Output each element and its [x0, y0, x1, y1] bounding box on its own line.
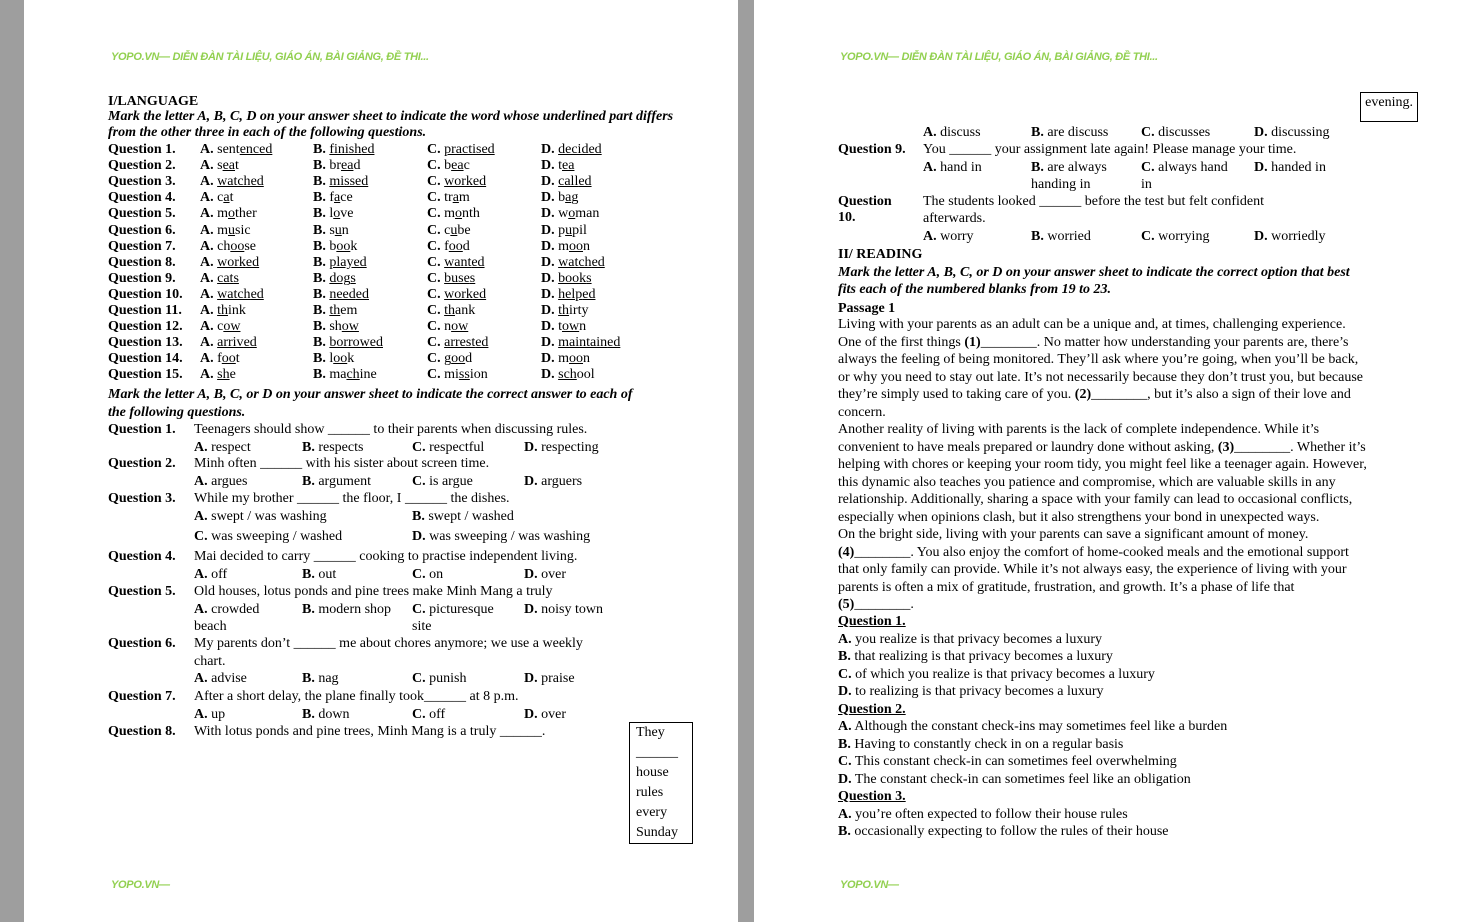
- question-label: Question 4.: [108, 190, 176, 206]
- question-text: Mai decided to carry ______ cooking to practise independent living.: [194, 549, 578, 564]
- option: C. tram: [427, 190, 470, 206]
- question-label: Question 6.: [108, 222, 176, 238]
- option: B. modern shop: [302, 601, 392, 617]
- section-title: II/ READING: [838, 247, 923, 262]
- option: B. sun: [313, 222, 349, 238]
- option: C. worked: [427, 174, 487, 190]
- option: B. out: [302, 566, 337, 582]
- option: A. seat: [200, 158, 239, 174]
- question-text: Old houses, lotus ponds and pine trees make Minh Mang a truly: [194, 584, 553, 599]
- passage-title: Passage 1: [838, 301, 896, 316]
- passage-line: (5)________.: [838, 597, 914, 612]
- passage-line: always the feeling of being monitored. They’ll ask where you’re going, when you’ll be back,: [838, 352, 1359, 367]
- question-label: Question 3.: [108, 174, 176, 190]
- question-label: Question 13.: [108, 335, 183, 351]
- option: D. discussing: [1254, 125, 1330, 140]
- option: C. arrested: [427, 335, 489, 351]
- question-label: Question 4.: [108, 549, 176, 564]
- passage-line: convenient to have meals prepared or laundry done without asking, (3)________. Whether it’s: [838, 439, 1366, 455]
- question-label: Question 5.: [108, 584, 176, 599]
- instruction-line: Mark the letter A, B, C, or D on your answer sheet to indicate the correct answer to each of: [108, 387, 633, 402]
- option: D. woman: [541, 206, 600, 222]
- question-label: Question 14.: [108, 351, 183, 367]
- option: B. book: [313, 238, 358, 254]
- option: C. discusses: [1141, 125, 1211, 140]
- question-label: Question 1.: [108, 142, 176, 157]
- passage-line: helping with chores or keeping your room tidy, you might feel like a teenager again. However,: [838, 457, 1367, 472]
- option: A. arrived: [200, 335, 257, 351]
- option: D. over: [524, 566, 567, 582]
- text-box-line: every: [636, 805, 668, 820]
- option: A. sentenced: [200, 142, 273, 157]
- option: C. was sweeping / washed: [194, 528, 343, 544]
- question-label: Question 2.: [108, 158, 176, 174]
- option: D. thirty: [541, 303, 589, 318]
- option: B. machine: [313, 367, 377, 383]
- option: B. swept / washed: [412, 508, 514, 524]
- option: C. worked: [427, 286, 487, 302]
- option: D. pupil: [541, 222, 587, 238]
- passage-line: relationship. Additionally, sharing a space with your family can lead to occasional conflicts,: [838, 492, 1353, 507]
- option: D. handed in: [1254, 160, 1326, 175]
- option-cont: in: [1141, 177, 1152, 192]
- option: A. watched: [200, 286, 264, 302]
- option: C. This constant check-in can sometimes feel overwhelming: [838, 754, 1177, 769]
- option: D. moon: [541, 238, 591, 254]
- question-label: Question 5.: [108, 206, 176, 222]
- option: D. was sweeping / was washing: [412, 528, 591, 544]
- option: A. choose: [200, 238, 257, 254]
- option: C. practised: [427, 142, 495, 157]
- option: C. respectful: [412, 439, 485, 455]
- option: C. good: [427, 351, 473, 367]
- option: C. cube: [427, 222, 471, 238]
- option: B. bread: [313, 158, 361, 174]
- question-text: chart.: [194, 653, 226, 669]
- option: C. food: [427, 238, 470, 254]
- text-box-line: ______: [636, 745, 678, 760]
- option: A. you realize is that privacy becomes a luxury: [838, 631, 1102, 647]
- passage-line: parents is often a mix of gratitude, frustration, and growth. It’s a phase of life that: [838, 579, 1295, 595]
- option: B. show: [313, 319, 359, 335]
- question-label: Question 15.: [108, 367, 183, 383]
- option: B. them: [313, 303, 358, 318]
- text-box: [629, 722, 693, 844]
- instruction-line: Mark the letter A, B, C, D on your answer sheet to indicate the word whose underlined part differs: [108, 109, 674, 124]
- option: B. worried: [1031, 229, 1091, 244]
- option: D. to realizing is that privacy becomes a luxury: [838, 684, 1104, 699]
- passage-line: Living with your parents as an adult can be a unique and, at times, challenging experience.: [838, 317, 1346, 332]
- option: D. watched: [541, 254, 605, 270]
- option: A. advise: [194, 671, 247, 686]
- question-text: After a short delay, the plane finally took______ at 8 p.m.: [194, 689, 519, 704]
- option: D. helped: [541, 286, 596, 302]
- instruction-line: from the other three in each of the following questions.: [108, 125, 427, 140]
- option: B. respects: [302, 439, 364, 455]
- page-footer: YOPO.VN—: [840, 879, 899, 891]
- option: A. think: [200, 303, 246, 318]
- option: D. The constant check-in can sometimes feel like an obligation: [838, 771, 1191, 787]
- document-page-left: [24, 0, 738, 922]
- option: D. books: [541, 270, 592, 286]
- option: B. missed: [313, 174, 369, 190]
- option: A. hand in: [923, 160, 982, 175]
- option: A. watched: [200, 174, 264, 190]
- option: B. Having to constantly check in on a regular basis: [838, 736, 1124, 752]
- question-label: Question 11.: [108, 303, 182, 318]
- option: A. respect: [194, 439, 251, 455]
- option: B. argument: [302, 473, 371, 489]
- passage-line: that only family can provide. While it’s not always easy, the experience of living with your: [838, 562, 1347, 577]
- option: D. called: [541, 174, 592, 190]
- option: A. Although the constant check-ins may sometimes feel like a burden: [838, 719, 1228, 734]
- passage-line: Another reality of living with parents is the lack of complete independence. While it’s: [838, 422, 1320, 437]
- option-cont: handing in: [1031, 177, 1091, 192]
- option: A. she: [200, 367, 236, 383]
- question-label: Question 9.: [108, 270, 176, 286]
- option: C. beac: [427, 158, 470, 174]
- option: A. worked: [200, 254, 260, 270]
- option: B. needed: [313, 286, 369, 302]
- option: A. cat: [200, 190, 234, 206]
- option: A. argues: [194, 473, 248, 489]
- option: B. finished: [313, 142, 375, 157]
- text-box-line: They: [636, 725, 665, 740]
- instruction-line: fits each of the numbered blanks from 19 to 23.: [838, 282, 1112, 297]
- option: B. down: [302, 706, 350, 722]
- question-label: Question 8.: [108, 724, 176, 739]
- question-title: Question 1.: [838, 614, 906, 629]
- option: D. decided: [541, 142, 602, 157]
- question-label: Question 2.: [108, 456, 176, 471]
- option: C. month: [427, 206, 480, 222]
- text-box-line: house: [636, 765, 669, 780]
- passage-line: they’re simply used to taking care of you. (2)________, but it’s also a sign of their love and: [838, 387, 1351, 402]
- question-label: Question 10.: [108, 286, 183, 302]
- option: C. now: [427, 319, 469, 335]
- instruction-line: Mark the letter A, B, C, or D on your answer sheet to indicate the correct option that best: [838, 265, 1350, 280]
- text-box: evening.: [1360, 92, 1418, 122]
- option: C. picturesque: [412, 601, 494, 617]
- question-text: With lotus ponds and pine trees, Minh Mang is a truly ______.: [194, 724, 546, 739]
- text-box-line: rules: [636, 785, 664, 800]
- option: D. noisy town: [524, 601, 603, 617]
- option: A. you’re often expected to follow their house rules: [838, 806, 1128, 822]
- option: D. praise: [524, 671, 575, 686]
- passage-line: concern.: [838, 404, 886, 420]
- question-label: Question 6.: [108, 636, 176, 651]
- passage-line: One of the first things (1)________. No matter how understanding your parents are, there’s: [838, 334, 1349, 350]
- passage-line: this dynamic also teaches you patience and compromise, which are valuable skills in any: [838, 474, 1336, 490]
- option: C. worrying: [1141, 229, 1210, 244]
- question-text: While my brother ______ the floor, I ______ the dishes.: [194, 491, 510, 506]
- question-label: Question 7.: [108, 238, 176, 254]
- option: B. occasionally expecting to follow the rules of their house: [838, 824, 1169, 839]
- option: B. love: [313, 206, 354, 222]
- option: D. worriedly: [1254, 229, 1326, 244]
- question-text: Minh often ______ with his sister about screen time.: [194, 456, 490, 471]
- option: D. over: [524, 706, 567, 722]
- option: B. look: [313, 351, 355, 367]
- option: A. off: [194, 566, 228, 582]
- passage-line: especially when opinions clash, but it also strengthens your bond in unexpected ways.: [838, 509, 1320, 525]
- option: C. on: [412, 566, 444, 582]
- question-text: You ______ your assignment late again! Please manage your time.: [923, 142, 1297, 157]
- option: B. dogs: [313, 270, 356, 286]
- option: D. moon: [541, 351, 591, 367]
- question-text: afterwards.: [923, 211, 986, 226]
- section-title: I/LANGUAGE: [108, 94, 199, 109]
- option: D. bag: [541, 190, 579, 206]
- page-header: YOPO.VN— DIỄN ĐÀN TÀI LIỆU, GIÁO ÁN, BÀI GIẢNG, ĐỀ THI...: [111, 51, 429, 63]
- page-header: YOPO.VN— DIỄN ĐÀN TÀI LIỆU, GIÁO ÁN, BÀI GIẢNG, ĐỀ THI...: [840, 51, 1158, 63]
- passage-line: On the bright side, living with your parents can save a significant amount of money.: [838, 527, 1309, 542]
- option: A. cow: [200, 319, 241, 335]
- option: B. are discuss: [1031, 125, 1109, 140]
- question-label: 10.: [838, 210, 856, 225]
- option: B. that realizing is that privacy becomes a luxury: [838, 649, 1113, 664]
- option: A. mother: [200, 206, 257, 222]
- option: A. foot: [200, 351, 240, 367]
- option: A. worry: [923, 229, 974, 244]
- passage-line: (4)________. You also enjoy the comfort of home-cooked meals and the emotional support: [838, 544, 1349, 560]
- option: D. town: [541, 319, 587, 335]
- question-label: Question 9.: [838, 142, 906, 157]
- option: C. thank: [427, 303, 476, 318]
- question-label: Question 12.: [108, 319, 183, 335]
- question-label: Question 1.: [108, 422, 176, 437]
- question-title: Question 3.: [838, 789, 906, 804]
- question-title: Question 2.: [838, 701, 906, 717]
- question-label: Question 8.: [108, 254, 176, 270]
- option: C. always hand: [1141, 160, 1228, 175]
- option: A. up: [194, 706, 226, 722]
- option: C. is argue: [412, 473, 473, 489]
- option: C. wanted: [427, 254, 485, 270]
- page-footer: YOPO.VN—: [111, 879, 170, 891]
- option: B. played: [313, 254, 367, 270]
- option: D. school: [541, 367, 595, 383]
- option: C. off: [412, 706, 446, 722]
- option: A. music: [200, 222, 251, 238]
- option: D. respecting: [524, 439, 599, 455]
- question-label: Question 3.: [108, 491, 176, 506]
- document-page-right: [754, 0, 1464, 922]
- instruction-line: the following questions.: [108, 405, 246, 420]
- option: B. are always: [1031, 160, 1107, 175]
- question-text: My parents don’t ______ me about chores anymore; we use a weekly: [194, 636, 583, 651]
- option: A. discuss: [923, 125, 981, 140]
- text-box-line: Sunday: [636, 825, 678, 840]
- option: B. borrowed: [313, 335, 383, 351]
- question-text: Teenagers should show ______ to their parents when discussing rules.: [194, 422, 588, 437]
- question-label: Question 7.: [108, 689, 176, 704]
- question-text: The students looked ______ before the test but felt confident: [923, 194, 1264, 209]
- option-cont: site: [412, 618, 432, 634]
- option: D. tea: [541, 158, 575, 174]
- option: A. cats: [200, 270, 239, 286]
- passage-line: or why you need to stay out late. It’s not necessarily because they don’t trust you, but because: [838, 369, 1363, 385]
- option: C. buses: [427, 270, 476, 286]
- option: A. swept / was washing: [194, 508, 327, 524]
- option-cont: beach: [194, 618, 227, 634]
- option: C. punish: [412, 671, 467, 686]
- option: B. face: [313, 190, 353, 206]
- option: D. arguers: [524, 473, 583, 489]
- option: B. nag: [302, 671, 339, 686]
- option: D. maintained: [541, 335, 621, 351]
- option: A. crowded: [194, 601, 260, 617]
- option: C. of which you realize is that privacy becomes a luxury: [838, 666, 1155, 682]
- option: C. mission: [427, 367, 488, 383]
- question-label: Question: [838, 194, 892, 209]
